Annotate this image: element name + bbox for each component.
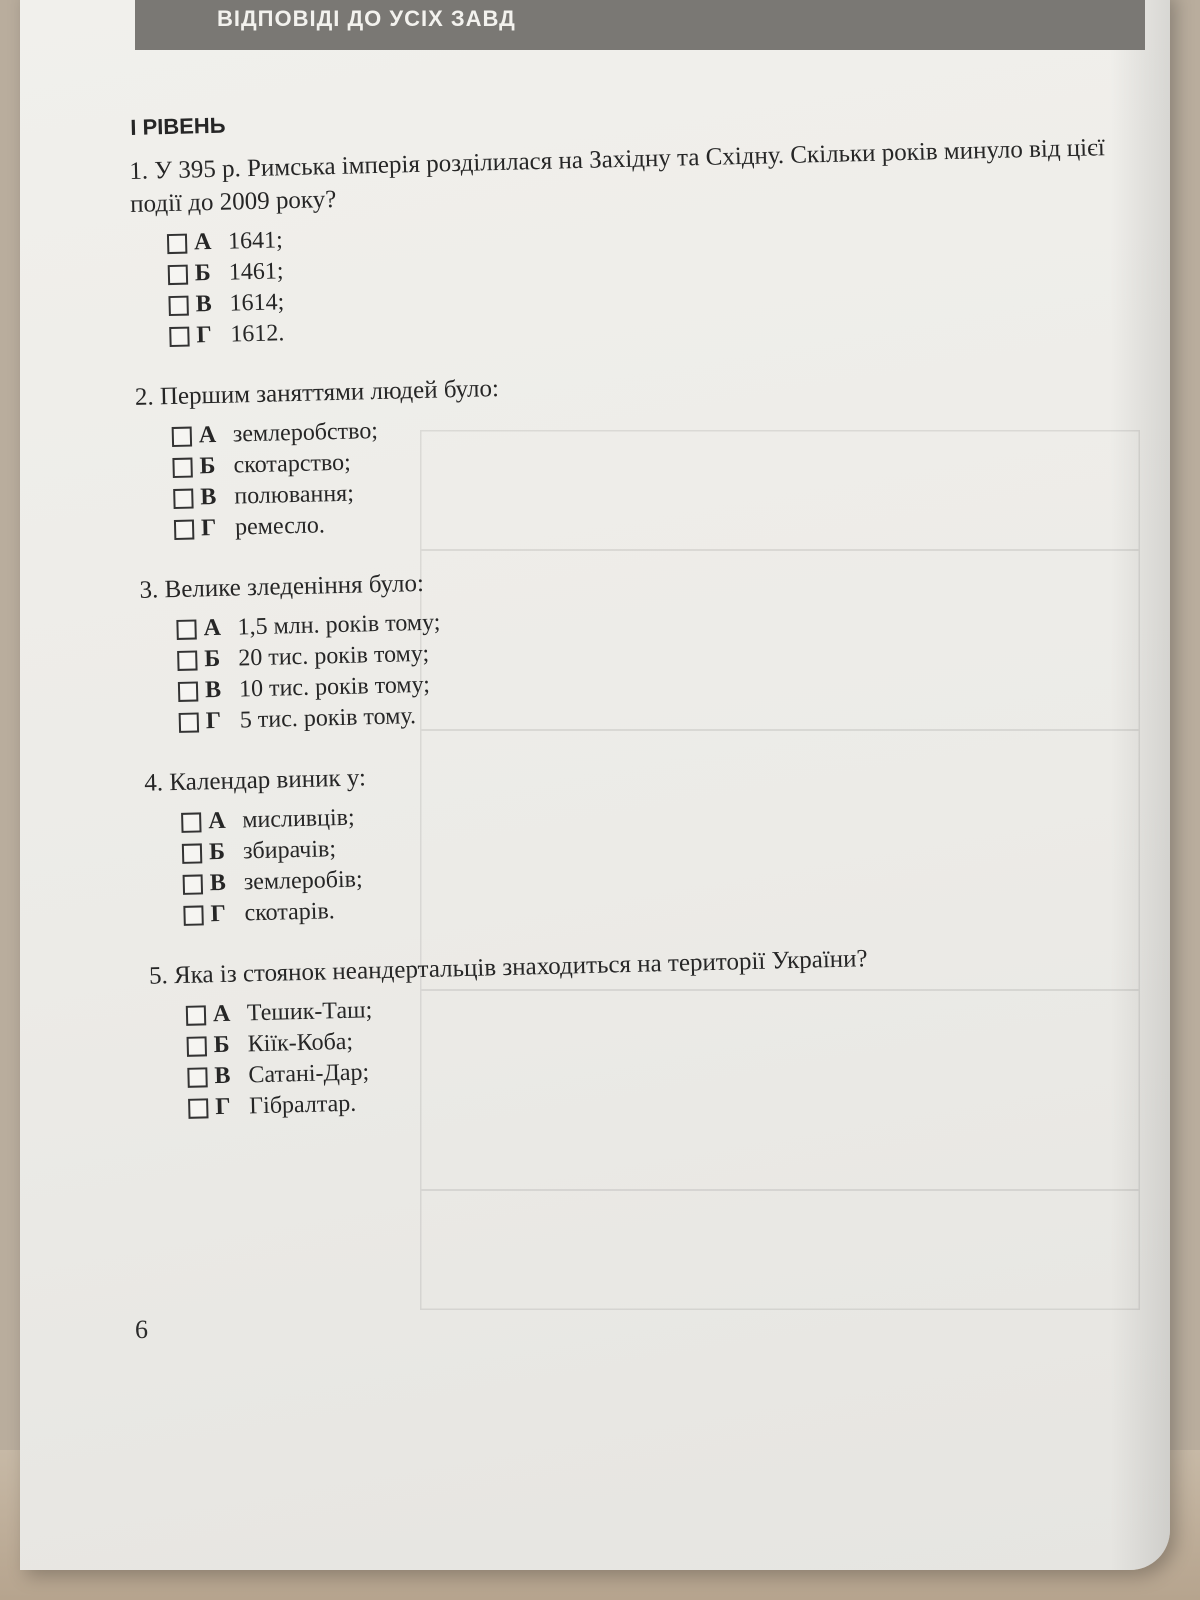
option-text: 1612. xyxy=(230,320,285,348)
option-text: полювання; xyxy=(234,480,355,510)
option-text: 1641; xyxy=(227,227,284,255)
option-letter: Г xyxy=(205,707,222,735)
question-text: 4. Календар виник у: xyxy=(144,764,367,797)
answer-checkbox[interactable] xyxy=(176,619,196,639)
answer-checkbox[interactable] xyxy=(179,712,199,732)
test-content xyxy=(128,91,1153,1153)
question-3 xyxy=(139,549,1143,738)
option-text: 1461; xyxy=(228,258,284,286)
option-letter: Г xyxy=(214,1093,231,1121)
answer-options xyxy=(150,976,1153,1124)
option-text: ремесло. xyxy=(234,512,326,541)
option-letter: Б xyxy=(199,452,216,480)
book-page xyxy=(20,0,1170,1570)
option-text: 1,5 млн. років тому; xyxy=(237,609,441,641)
answer-checkbox[interactable] xyxy=(169,326,189,346)
option-text: скотарство; xyxy=(233,449,352,479)
option-letter: В xyxy=(200,483,217,511)
option-letter: Б xyxy=(194,260,212,287)
answer-checkbox[interactable] xyxy=(187,1067,207,1087)
answer-options xyxy=(140,590,1143,738)
option-letter: В xyxy=(195,291,212,318)
answer-checkbox[interactable] xyxy=(187,1036,207,1056)
option-text: землеробство; xyxy=(232,417,379,448)
answer-checkbox[interactable] xyxy=(168,264,188,284)
answer-options xyxy=(131,205,1134,353)
answer-checkbox[interactable] xyxy=(181,812,201,832)
option-letter: А xyxy=(198,421,217,449)
answer-checkbox[interactable] xyxy=(172,457,192,477)
option-text: 20 тис. років тому; xyxy=(237,640,430,672)
option-text: 5 тис. років тому. xyxy=(239,703,417,734)
option-text: Гібралтар. xyxy=(248,1090,357,1120)
option-letter: Г xyxy=(196,322,212,349)
answer-options xyxy=(136,397,1139,545)
answer-checkbox[interactable] xyxy=(172,426,192,446)
option-letter: В xyxy=(214,1062,231,1090)
answer-checkbox[interactable] xyxy=(167,233,187,253)
answer-checkbox[interactable] xyxy=(183,874,203,894)
answer-checkbox[interactable] xyxy=(177,650,197,670)
option-text: Кіїк-Коба; xyxy=(247,1028,354,1058)
question-1 xyxy=(129,131,1134,353)
question-text: 2. Першим заняттями людей було: xyxy=(134,375,500,411)
question-text: 1. У 395 р. Римська імперія розділилася на Західну та Східну. Скільки років минуло від цієї події до 2009 року? xyxy=(129,134,1106,218)
answer-checkbox[interactable] xyxy=(183,905,203,925)
option-letter: В xyxy=(209,869,227,897)
option-text: збирачів; xyxy=(242,836,337,865)
option-letter: А xyxy=(203,614,222,642)
option-letter: Б xyxy=(213,1031,230,1059)
option-text: землеробів; xyxy=(243,866,363,896)
option-text: скотарів. xyxy=(244,898,336,927)
question-4 xyxy=(144,742,1148,931)
answer-checkbox[interactable] xyxy=(186,1005,206,1025)
question-list xyxy=(129,131,1152,1125)
level-heading: І РІВЕНЬ xyxy=(129,112,226,140)
question-2 xyxy=(134,356,1138,545)
option-text: Сатані-Дар; xyxy=(248,1059,370,1089)
option-letter: В xyxy=(204,676,222,704)
option-text: 1614; xyxy=(229,289,285,317)
option-letter: А xyxy=(207,807,226,835)
answer-checkbox[interactable] xyxy=(174,519,194,539)
answer-checkbox[interactable] xyxy=(182,843,202,863)
option-text: 10 тис. років тому; xyxy=(238,671,431,703)
option-letter: Г xyxy=(200,514,217,542)
question-5 xyxy=(149,935,1153,1124)
option-letter: Б xyxy=(204,645,221,673)
answer-checkbox[interactable] xyxy=(188,1098,208,1118)
option-letter: А xyxy=(212,1000,231,1028)
option-letter: Г xyxy=(210,900,227,928)
option-text: Тешик-Таш; xyxy=(246,997,373,1027)
answer-options xyxy=(145,783,1148,931)
question-text: 3. Велике зледеніння було: xyxy=(139,569,425,604)
question-text: 5. Яка із стоянок неандертальців знаходиться на території України? xyxy=(148,945,868,990)
page-number: 6 xyxy=(135,1315,148,1344)
answer-checkbox[interactable] xyxy=(178,681,198,701)
option-text: мисливців; xyxy=(241,804,355,834)
option-letter: А xyxy=(193,229,212,256)
section-header-bar: ВІДПОВІДІ ДО УСІХ ЗАВД xyxy=(135,0,1145,50)
answer-checkbox[interactable] xyxy=(173,488,193,508)
option-letter: Б xyxy=(208,838,226,866)
answer-checkbox[interactable] xyxy=(168,295,188,315)
